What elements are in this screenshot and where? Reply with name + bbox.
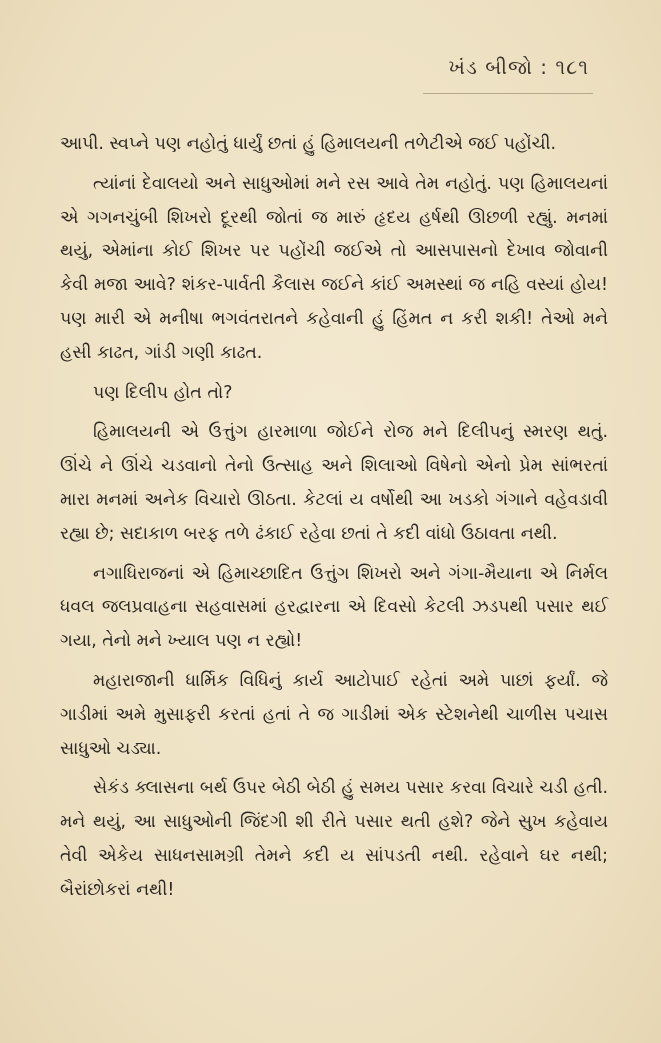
paragraph-4: હિમાલયની એ ઉત્તુંગ હારમાળા જોઈને રોજ મને દિલીપનું સ્મરણ થતું. ઊંચે ને ઊંચે ચડવાનો તેનો ઉત્સાહ અને શિલાઓ વિષેનો એનો પ્રેમ સાંભરતાં મારા મનમાં અનેક વિચારો ઊઠતા. કેટલાં ય વર્ષોથી આ ખડકો ગંગાને વહેવડાવી રહ્યા છે; સદાકાળ બરફ તળે ઢંકાઈ રહેવા છતાં તે કદી વાંધો ઉઠાવતા નથી. [60, 422, 608, 544]
paragraph-6: મહારાજાની ધાર્મિક વિધિનું કાર્ય આટોપાઈ રહેતાં અમે પાછાં ફર્યાં. જે ગાડીમાં અમે મુસાફરી કરતાં હતાં તે જ ગાડીમાં એક સ્ટેશનેથી ચાળીસ પચાસ સાધુઓ ચડ્યા. [60, 670, 608, 759]
paragraph-7: સેકંડ ક્લાસના બર્થ ઉપર બેઠી બેઠી હું સમય પસાર કરવા વિચારે ચડી હતી. મને થયું, આ સાધુઓની જિંદગી શી રીતે પસાર થતી હશે? જેને સુખ કહેવાય તેવી એકેય સાધનસામગ્રી તેમને કદી ય સાંપડતી નથી. રહેવાને ઘર નથી; બૈરાંછોકરાં નથી! [60, 778, 608, 900]
paragraph-2: ત્યાંનાં દેવાલયો અને સાધુઓમાં મને રસ આવે તેમ નહોતું. પણ હિમાલયનાં એ ગગનચુંબી શિખરો દૂરથી જોતાં જ મારું હૃદય હર્ષથી ઊછળી રહ્યું. મનમાં થયું, એમાંના કોઈ શિખર પર પહોંચી જઈએ તો આસપાસનો દેખાવ જોવાની કેવી મજા આવે? શંકર-પાર્વતી કૈલાસ જઈને કાંઈ અમસ્થાં જ નહિ વસ્યાં હોય! પણ મારી એ મનીષા ભગવંતરાતને કહેવાની હું હિંમત ન કરી શકી! તેઓ મને હસી કાઢત, ગાંડી ગણી કાઢત. [60, 173, 608, 363]
running-head: ખંડ બીજો : ૧૮૧ [448, 55, 589, 79]
paragraph-3: પણ દિલીપ હોત તો? [93, 382, 233, 403]
paragraph-5: નગાધિરાજનાં એ હિમાચ્છાદિત ઉત્તુંગ શિખરો અને ગંગા-મૈયાના એ નિર્મલ ધવલ જલપ્રવાહના સહવાસમાં હરદ્વારના એ દિવસો કેટલી ઝડપથી પસાર થઈ ગયા, તેનો મને ખ્યાલ પણ ન રહ્યો! [60, 563, 608, 652]
paragraph-1: આપી. સ્વપ્ને પણ નહોતું ધાર્યું છતાં હું હિમાલયની તળેટીએ જઈ પહોંચી. [60, 134, 557, 154]
page-body [60, 128, 608, 914]
header-rule [423, 93, 593, 94]
